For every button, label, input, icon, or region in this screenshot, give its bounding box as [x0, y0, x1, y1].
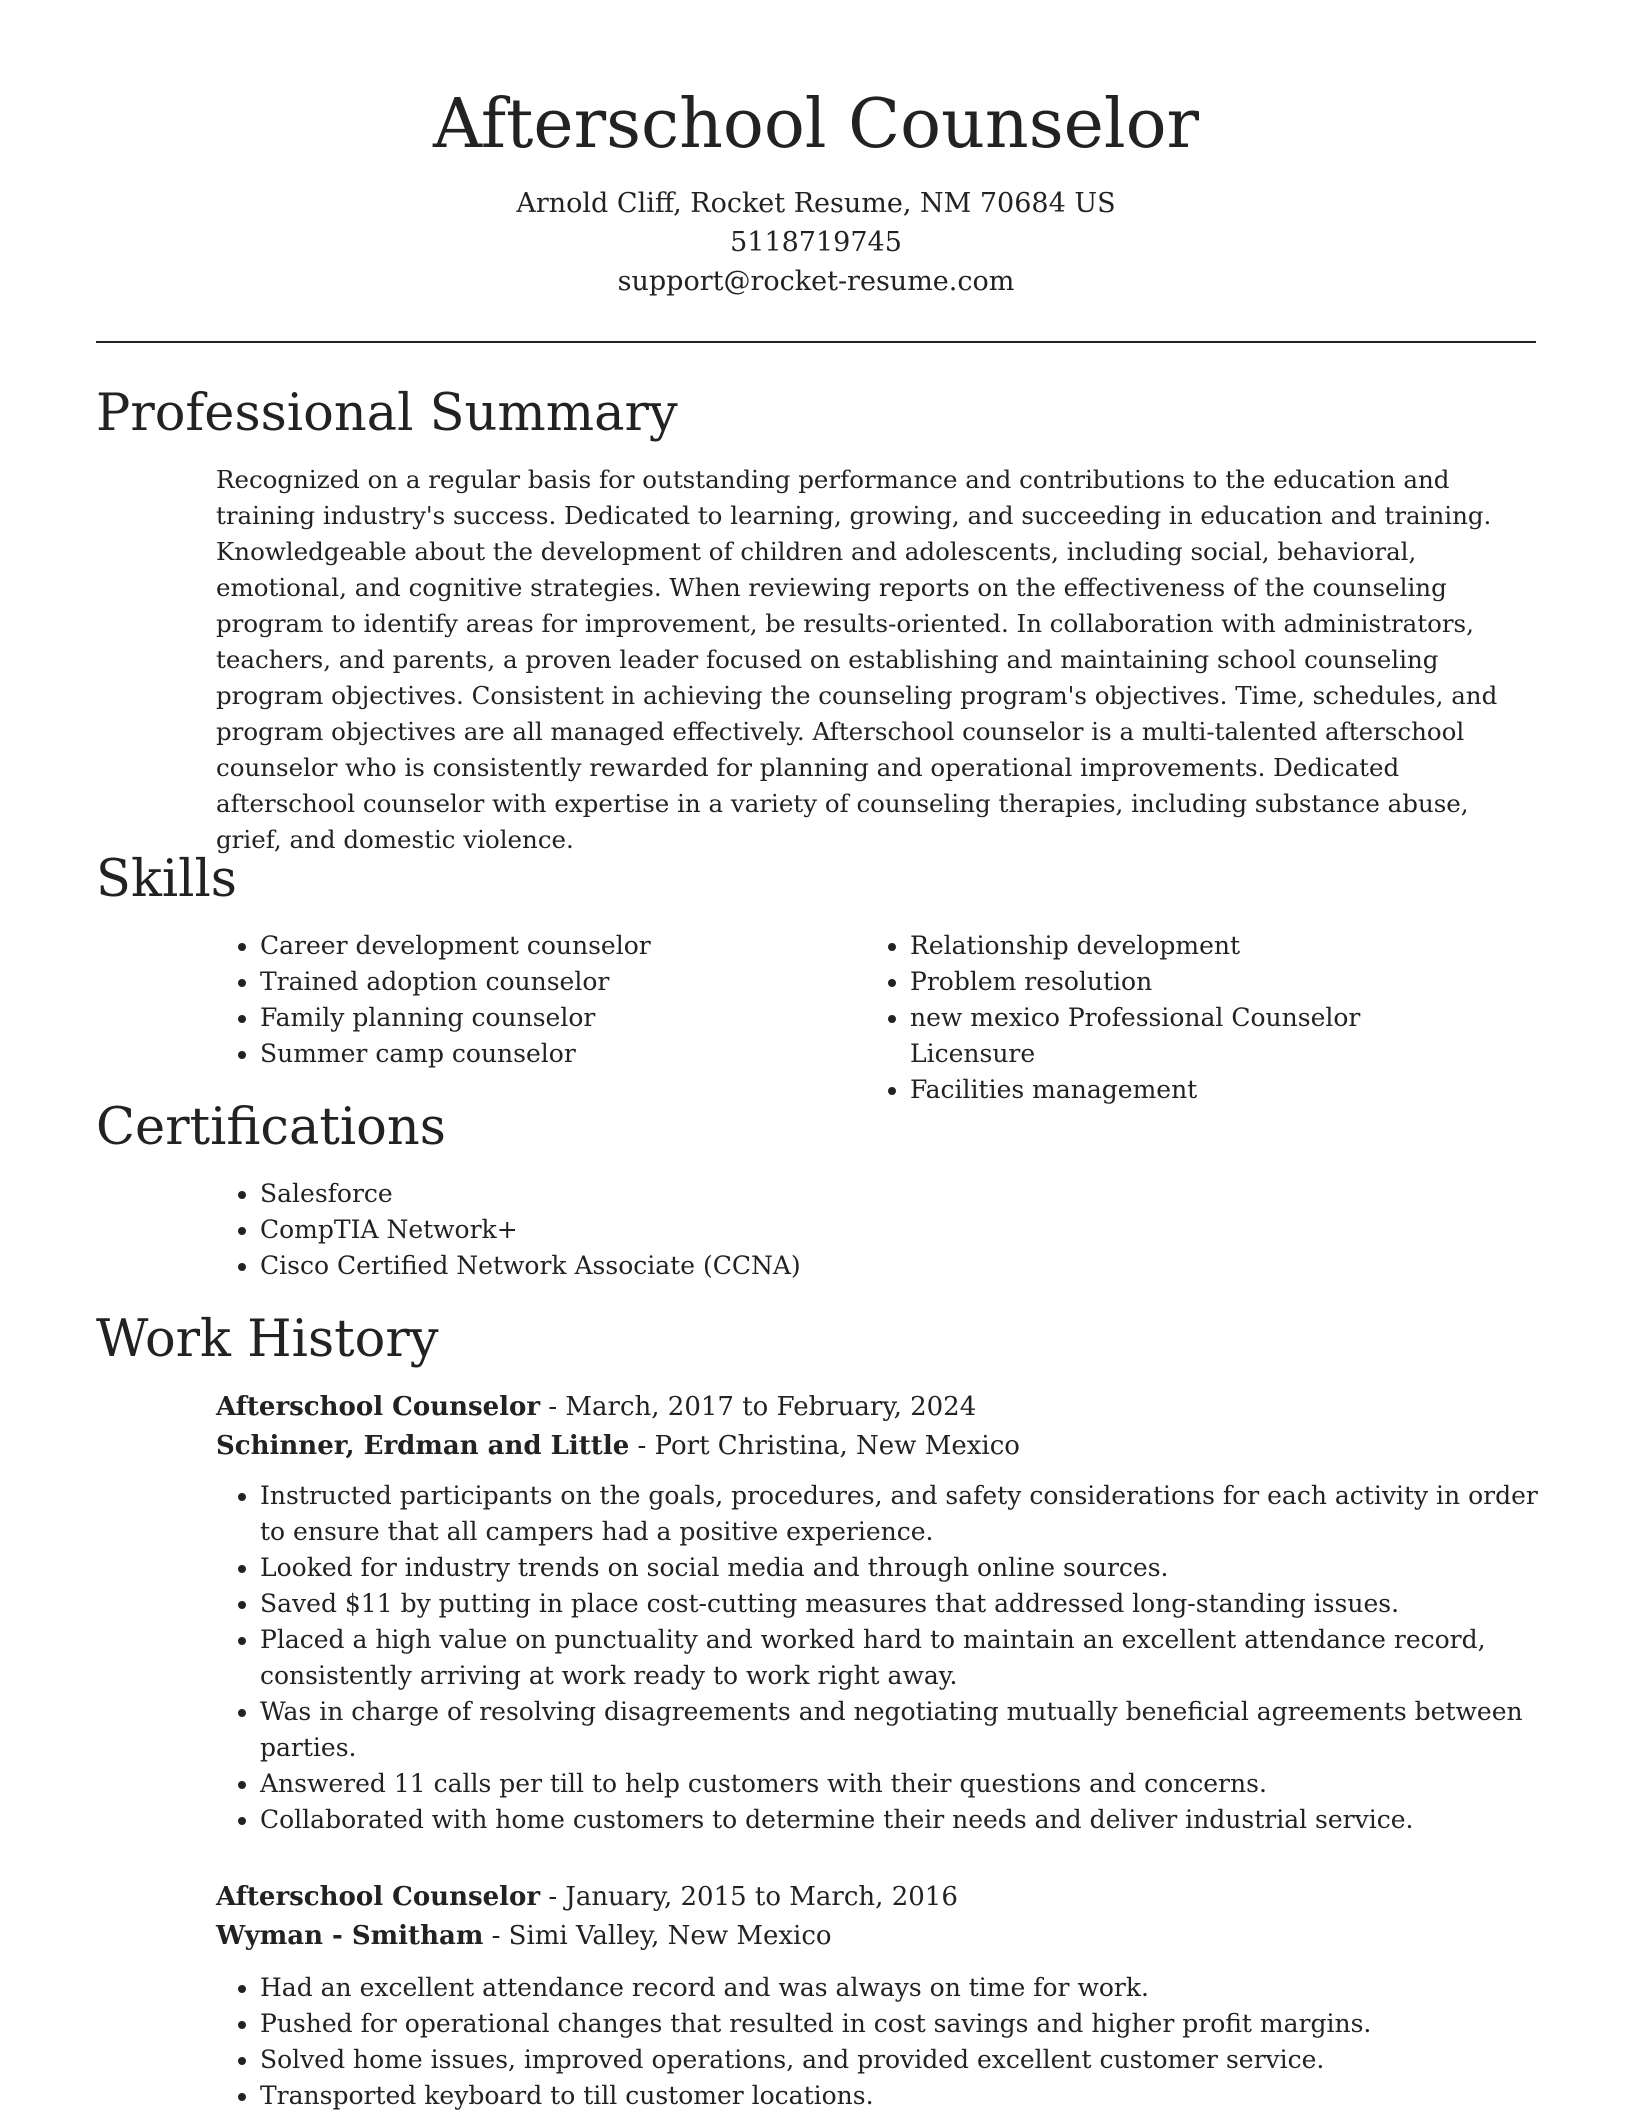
- skill-item: • Facilities management: [910, 1072, 1466, 1108]
- job-duty: • Transported keyboard to till customer locations.: [260, 2078, 1538, 2114]
- contact-phone: 5118719745: [730, 227, 902, 258]
- resume-header: [96, 80, 1536, 301]
- skill-item: • new mexico Professional Counselor Licensure: [910, 1000, 1466, 1072]
- job-company-line: [216, 1917, 1538, 1956]
- job-company-line: [216, 1427, 1538, 1466]
- certification-item: • Salesforce: [260, 1176, 1538, 1212]
- job-duty: • Placed a high value on punctuality and worked hard to maintain an excellent attendance record, consistently arriving at work ready to work right away.: [260, 1622, 1538, 1694]
- skill-item: • Summer camp counselor: [260, 1036, 816, 1072]
- certifications-block: [216, 1176, 1538, 1284]
- header-divider: [96, 341, 1536, 343]
- job-duty: • Looked for industry trends on social media and through online sources.: [260, 1550, 1538, 1586]
- contact-email: support@rocket-resume.com: [617, 266, 1015, 297]
- contact-address: Arnold Cliff, Rocket Resume, NM 70684 US: [516, 188, 1116, 219]
- skills-left-list: [216, 928, 816, 1072]
- job-dates: - March, 2017 to February, 2024: [540, 1392, 977, 1422]
- skills-left-column: [216, 928, 816, 1072]
- job-duty: • Instructed participants on the goals, procedures, and safety considerations for each activity in order to ensure that all campers had a positive experience.: [260, 1478, 1538, 1550]
- work-history-heading: Work History: [96, 1310, 439, 1369]
- job-duty: • Pushed for operational changes that resulted in cost savings and higher profit margins.: [260, 2006, 1538, 2042]
- summary-heading: Professional Summary: [96, 384, 678, 443]
- job-company: Schinner, Erdman and Little: [216, 1431, 630, 1461]
- skill-item: • Family planning counselor: [260, 1000, 816, 1036]
- job-duty: • Solved home issues, improved operations, and provided excellent customer service.: [260, 2042, 1538, 2078]
- skill-item: • Career development counselor: [260, 928, 816, 964]
- job-title: Afterschool Counselor: [216, 1392, 541, 1422]
- skill-item: • Relationship development: [910, 928, 1466, 964]
- certifications-heading: Certifications: [96, 1098, 446, 1157]
- job-duty: • Had an excellent attendance record and was always on time for work.: [260, 1970, 1538, 2006]
- job-duty: • Answered 11 calls per till to help customers with their questions and concerns.: [260, 1766, 1538, 1802]
- job-duty: • Saved $11 by putting in place cost-cutting measures that addressed long-standing issues.: [260, 1586, 1538, 1622]
- skills-right-column: [866, 928, 1466, 1108]
- skills-heading: Skills: [96, 850, 237, 909]
- job-title: Afterschool Counselor: [216, 1882, 541, 1912]
- job-dates: - January, 2015 to March, 2016: [540, 1882, 958, 1912]
- summary-block: [216, 462, 1538, 858]
- job-title-line: [216, 1388, 1538, 1427]
- job-location: - Port Christina, New Mexico: [629, 1431, 1020, 1461]
- job-title-line: [216, 1878, 1538, 1917]
- certification-item: • Cisco Certified Network Associate (CCNA): [260, 1248, 1538, 1284]
- summary-text: Recognized on a regular basis for outstanding performance and contributions to the education and training industry's success. Dedicated to learning, growing, and succeeding in education and training. Knowledgeable about the development of children and adolescents, including social, behavioral, emotional, and cognitive strategies. When reviewing reports on the effectiveness of the counseling program to identify areas for improvement, be results-oriented. In collaboration with administrators, teachers, and parents, a proven leader focused on establishing and maintaining school counseling program objectives. Consistent in achieving the counseling program's objectives. Time, schedules, and program objectives are all managed effectively. Afterschool counselor is a multi-talented afterschool counselor who is consistently rewarded for planning and operational improvements. Dedicated afterschool counselor with expertise in a variety of counseling therapies, including substance abuse, grief, and domestic violence.: [216, 465, 1498, 854]
- job-company: Wyman - Smitham: [216, 1921, 484, 1951]
- skills-right-list: [866, 928, 1466, 1108]
- job-duty: • Collaborated with home customers to determine their needs and deliver industrial service.: [260, 1802, 1538, 1838]
- certification-item: • CompTIA Network+: [260, 1212, 1538, 1248]
- job-duties-list: [216, 1478, 1538, 1838]
- skill-item: • Problem resolution: [910, 964, 1466, 1000]
- skill-item: • Trained adoption counselor: [260, 964, 816, 1000]
- job-location: - Simi Valley, New Mexico: [483, 1921, 832, 1951]
- job-duty: • Was in charge of resolving disagreements and negotiating mutually beneficial agreements between parties.: [260, 1694, 1538, 1766]
- job-entry: [216, 1388, 1538, 1838]
- resume-title: Afterschool Counselor: [432, 85, 1200, 164]
- job-duties-list: [216, 1970, 1538, 2114]
- job-entry: [216, 1878, 1538, 2114]
- certifications-list: [216, 1176, 1538, 1284]
